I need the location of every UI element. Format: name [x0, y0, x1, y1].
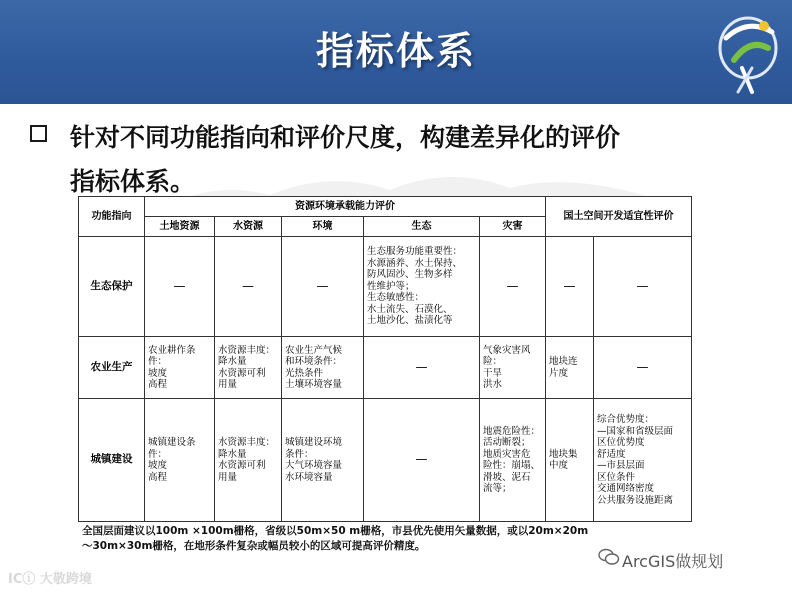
header-banner [0, 0, 792, 104]
cell-value: 气象灾害风 险： 干旱 洪水 [480, 337, 546, 399]
cell-value: 水资源丰度： 降水量 水资源可利 用量 [215, 399, 282, 522]
cell-value: — [480, 237, 546, 337]
bullet-line-1: 针对不同功能指向和评价尺度，构建差异化的评价 [70, 123, 621, 152]
cell-value: — [282, 237, 364, 337]
cell-value: — [215, 237, 282, 337]
cell-value: — [594, 337, 692, 399]
bullet-line-2: 指标体系。 [70, 167, 196, 196]
table-row [79, 399, 692, 522]
cell-value: 生态服务功能重要性： 水源涵养、水土保持、 防风固沙、生物多样 性维护等； 生态敏感性： 水土流失、石漠化、 土地沙化、盐渍化等 [364, 237, 480, 337]
table-row [79, 337, 692, 399]
cell-value: 水资源丰度： 降水量 水资源可利 用量 [215, 337, 282, 399]
header-environment: 环境 [282, 217, 364, 237]
header-water-resource: 水资源 [215, 217, 282, 237]
cell-value: 农业生产气候 和环境条件： 光热条件 土壤环境容量 [282, 337, 364, 399]
cell-value: 城镇建设条 件： 坡度 高程 [145, 399, 215, 522]
footnote-line-1: 全国层面建议以100m ×100m栅格，省级以50m×50 m栅格，市县优先使用矢量数据，或以20m×20m [82, 525, 589, 537]
header-function: 功能指向 [79, 197, 145, 237]
wechat-icon [598, 548, 620, 566]
cell-value: — [594, 237, 692, 337]
cell-value: 地块集 中度 [546, 399, 594, 522]
cell-value: 城镇建设环境 条件： 大气环境容量 水环境容量 [282, 399, 364, 522]
slide-title: 指标体系 [315, 29, 476, 73]
cell-value: — [145, 237, 215, 337]
cell-value: — [364, 337, 480, 399]
cell-value: 地震危险性： 活动断裂； 地质灾害危 险性：崩塌、 滑坡、泥石 流等； [480, 399, 546, 522]
cell-value: 综合优势度： —国家和省级层面 区位优势度 舒适度 —市县层面 区位条件 交通网络密度 公共服务设施距离 [594, 399, 692, 522]
logo-icon [712, 8, 784, 98]
cell-value: 地块连 片度 [546, 337, 594, 399]
cell-value: — [546, 237, 594, 337]
cell-value: — [364, 399, 480, 522]
indicator-table [78, 196, 691, 521]
header-land-resource: 土地资源 [145, 217, 215, 237]
row-function: 城镇建设 [79, 399, 145, 522]
row-function: 农业生产 [79, 337, 145, 399]
header-ecology: 生态 [364, 217, 480, 237]
header-land-group: 国土空间开发适宜性评价 [546, 197, 692, 237]
bullet-square-icon [30, 125, 47, 142]
header-disaster: 灾害 [480, 217, 546, 237]
cell-value: 农业耕作条 件： 坡度 高程 [145, 337, 215, 399]
header-resource-group: 资源环境承载能力评价 [145, 197, 546, 217]
watermark-left: ICⓘ 大敬跨境 [8, 572, 92, 587]
row-function: 生态保护 [79, 237, 145, 337]
footnote-line-2: ～30m×30m栅格，在地形条件复杂或幅员较小的区域可提高评价精度。 [82, 540, 426, 552]
table-row [79, 237, 692, 337]
watermark-right: ArcGIS做规划 [622, 552, 724, 571]
